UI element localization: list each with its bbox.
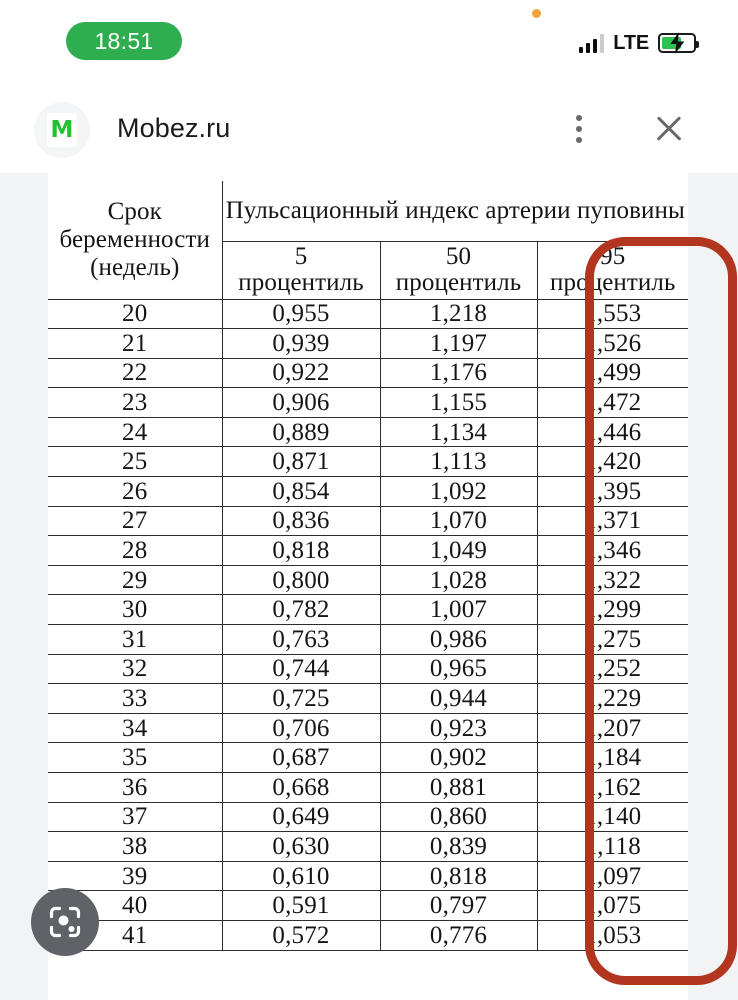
cell-week: 23 [48,388,222,418]
signal-strength-icon [579,34,605,53]
image-viewer[interactable] [0,173,738,1000]
table-row [48,565,688,595]
cell-week: 40 [48,891,222,921]
cell-p5: 0,955 [222,299,380,329]
cell-p50: 0,839 [380,832,537,862]
cell-p5: 0,706 [222,713,380,743]
cell-week: 39 [48,861,222,891]
table-body [48,299,688,950]
table-row [48,861,688,891]
cell-p50: 1,218 [380,299,537,329]
cell-p95: 1,346 [537,536,688,566]
p50-number: 50 [445,243,472,270]
cell-p95: 1,275 [537,625,688,655]
table-row [48,477,688,507]
cell-p5: 0,939 [222,329,380,359]
cell-week: 26 [48,477,222,507]
cell-p95: 1,140 [537,802,688,832]
cell-p5: 0,744 [222,654,380,684]
column-header-gestational-age [48,181,222,299]
cell-p50: 0,965 [380,654,537,684]
cell-p5: 0,668 [222,773,380,803]
table-row [48,920,688,950]
table-row [48,536,688,566]
cell-p50: 1,028 [380,565,537,595]
cell-week: 25 [48,447,222,477]
cell-p50: 1,155 [380,388,537,418]
cell-p95: 1,229 [537,684,688,714]
close-icon [652,112,686,146]
table-row [48,506,688,536]
cell-p95: 1,526 [537,329,688,359]
cell-p95: 1,553 [537,299,688,329]
lens-camera-icon [47,904,83,940]
p5-word: процентиль [238,269,364,296]
cell-p5: 0,610 [222,861,380,891]
table-row [48,891,688,921]
battery-charging-icon [658,33,696,53]
table-row [48,358,688,388]
cell-week: 21 [48,329,222,359]
cell-week: 29 [48,565,222,595]
cell-p5: 0,906 [222,388,380,418]
p50-word: процентиль [395,269,522,296]
p95-word: процентиль [550,269,676,296]
cell-week: 28 [48,536,222,566]
cell-p5: 0,763 [222,625,380,655]
cell-week: 24 [48,417,222,447]
cell-p95: 1,499 [537,358,688,388]
cell-week: 41 [48,920,222,950]
cell-p95: 1,075 [537,891,688,921]
cell-p5: 0,836 [222,506,380,536]
close-button[interactable] [638,84,700,173]
cell-week: 31 [48,625,222,655]
cell-p50: 0,818 [380,861,537,891]
cell-p95: 1,118 [537,832,688,862]
cell-p50: 1,070 [380,506,537,536]
cell-p5: 0,800 [222,565,380,595]
cell-p50: 1,049 [380,536,537,566]
cell-p50: 1,176 [380,358,537,388]
cell-p95: 1,097 [537,861,688,891]
cell-p50: 1,197 [380,329,537,359]
cell-p95: 1,252 [537,654,688,684]
status-time: 18:51 [94,27,154,54]
cell-p5: 0,725 [222,684,380,714]
cell-p95: 1,420 [537,447,688,477]
cell-p5: 0,572 [222,920,380,950]
overflow-menu-button[interactable] [556,84,602,173]
cell-p5: 0,782 [222,595,380,625]
cell-week: 38 [48,832,222,862]
table-image [48,173,688,1000]
cell-p5: 0,630 [222,832,380,862]
cell-p95: 1,446 [537,417,688,447]
cell-week: 36 [48,773,222,803]
site-title: Mobez.ru [117,113,231,143]
cell-p5: 0,889 [222,417,380,447]
cell-p95: 1,184 [537,743,688,773]
privacy-indicator-dot [532,9,541,18]
cell-p50: 0,797 [380,891,537,921]
cell-p50: 0,986 [380,625,537,655]
table-row [48,329,688,359]
cell-p95: 1,371 [537,506,688,536]
cell-p95: 1,053 [537,920,688,950]
cell-p50: 0,881 [380,773,537,803]
cell-week: 37 [48,802,222,832]
cell-p5: 0,591 [222,891,380,921]
table-row [48,743,688,773]
cell-p50: 0,776 [380,920,537,950]
cell-p95: 1,299 [537,595,688,625]
table-row [48,625,688,655]
cell-p95: 1,472 [537,388,688,418]
column-header-p95 [537,241,688,299]
stub-line-1: Срок [107,197,162,225]
cell-p5: 0,649 [222,802,380,832]
cell-p50: 1,092 [380,477,537,507]
table-row [48,417,688,447]
table-row [48,299,688,329]
stub-line-2: беременности [59,225,210,253]
cell-p5: 0,871 [222,447,380,477]
cell-p50: 0,944 [380,684,537,714]
cell-p50: 0,860 [380,802,537,832]
cell-week: 32 [48,654,222,684]
status-time-pill [66,22,182,60]
cell-p95: 1,207 [537,713,688,743]
cell-week: 30 [48,595,222,625]
status-bar [0,0,738,84]
cell-p95: 1,395 [537,477,688,507]
cell-p5: 0,818 [222,536,380,566]
cell-week: 27 [48,506,222,536]
table-row [48,773,688,803]
cell-week: 34 [48,713,222,743]
table-row [48,832,688,862]
p95-number: 95 [600,243,626,270]
column-header-p5 [222,241,380,299]
browser-header-bar [0,84,738,173]
cell-week: 22 [48,358,222,388]
cell-p5: 0,687 [222,743,380,773]
cell-p50: 1,007 [380,595,537,625]
cell-p5: 0,854 [222,477,380,507]
cell-week: 35 [48,743,222,773]
three-dots-icon [576,115,582,143]
cell-p95: 1,162 [537,773,688,803]
stub-line-3: (недель) [90,253,180,281]
table-header-row-1 [48,181,688,241]
cell-p50: 1,134 [380,417,537,447]
cell-p95: 1,322 [537,565,688,595]
table-row [48,388,688,418]
table-row [48,447,688,477]
cell-p50: 0,923 [380,713,537,743]
column-header-p50 [380,241,537,299]
google-lens-button[interactable] [31,888,99,956]
p5-number: 5 [294,243,308,270]
site-favicon [34,102,90,158]
table-row [48,713,688,743]
table-row [48,595,688,625]
cell-week: 33 [48,684,222,714]
cell-week: 20 [48,299,222,329]
cell-p50: 0,902 [380,743,537,773]
table-row [48,684,688,714]
favicon-letter: M [47,113,77,147]
cell-p50: 1,113 [380,447,537,477]
table-row [48,654,688,684]
status-indicators [579,28,696,58]
table-row [48,802,688,832]
column-header-pulsatility-index: Пульсационный индекс артерии пуповины [222,181,688,241]
percentile-table [48,181,688,951]
cell-p5: 0,922 [222,358,380,388]
network-type-label: LTE [613,32,649,54]
